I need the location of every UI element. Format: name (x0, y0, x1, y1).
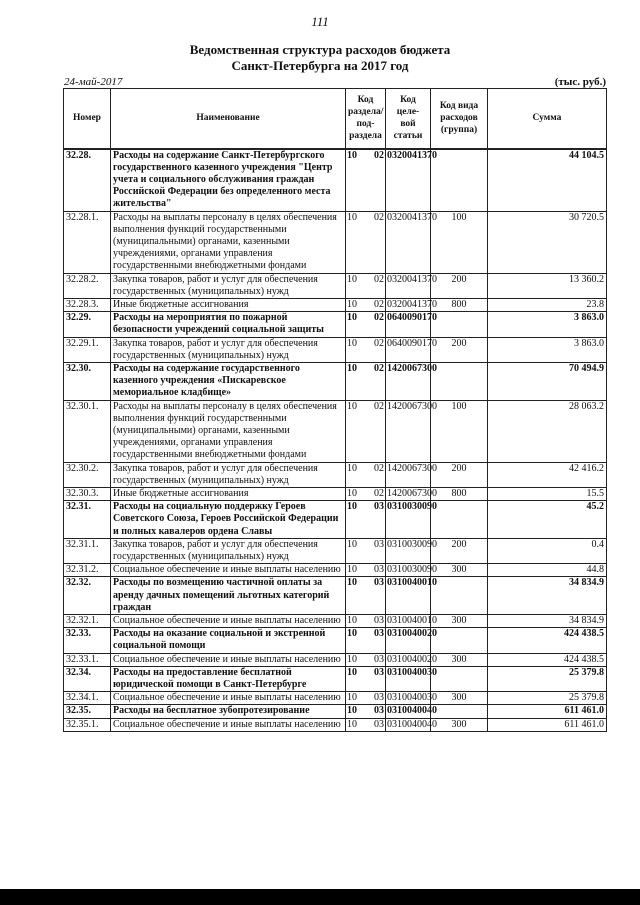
table-body (64, 149, 607, 732)
table-row (64, 564, 607, 577)
table-row (64, 538, 607, 563)
row-section-code (346, 337, 386, 362)
row-name: Расходы на содержание Санкт-Петербургского государственного казенного учреждения "Центр учета и социального обслуживания граждан Российской Федерации без определенного места жительства" (111, 149, 346, 212)
row-expense-type (431, 705, 488, 718)
row-subsection: 03 (374, 538, 384, 550)
row-name: Расходы на социальную поддержку Героев Советского Союза, Героев Российской Федерации и полных кавалеров ордена Славы (111, 501, 346, 539)
row-sum: 25 379.8 (488, 692, 607, 705)
row-section: 10 (347, 337, 357, 349)
row-sum: 25 379.8 (488, 666, 607, 691)
row-section-code (346, 705, 386, 718)
row-subsection: 03 (374, 692, 384, 704)
row-target-code: 0640090170 (386, 337, 431, 362)
row-sum: 424 438.5 (488, 653, 607, 666)
row-sum: 34 834.9 (488, 615, 607, 628)
header-number: Номер (64, 89, 111, 149)
row-number: 32.30. (64, 362, 111, 400)
row-target-code: 0640090170 (386, 312, 431, 337)
table-row (64, 211, 607, 273)
row-target-code: 1420067300 (386, 462, 431, 487)
row-target-code: 0310040010 (386, 577, 431, 615)
row-section-code (346, 577, 386, 615)
row-name: Расходы на выплаты персоналу в целях обеспечения выполнения функций государственными (муниципальными) органами, казенными учреждениями, органами управления государственными внебюджетными фондами (111, 400, 346, 462)
row-number: 32.34.1. (64, 692, 111, 705)
row-sum: 28 063.2 (488, 400, 607, 462)
row-number: 32.28.1. (64, 211, 111, 273)
row-subsection: 02 (374, 211, 384, 223)
row-number: 32.32.1. (64, 615, 111, 628)
row-subsection: 03 (374, 615, 384, 627)
row-expense-type (431, 149, 488, 212)
document-title (0, 42, 640, 74)
row-target-code: 0320041370 (387, 298, 437, 310)
row-subsection: 02 (374, 337, 384, 349)
row-section-code (346, 211, 386, 273)
row-subsection: 02 (374, 400, 384, 412)
header-expense-type: Код вида расходов (группа) (431, 89, 488, 149)
row-name: Закупка товаров, работ и услуг для обеспечения государственных (муниципальных) нужд (111, 538, 346, 563)
row-section-code (346, 653, 386, 666)
table-row (64, 666, 607, 691)
row-section-code (346, 298, 386, 311)
row-number: 32.33.1. (64, 653, 111, 666)
row-subsection: 02 (374, 273, 384, 285)
row-section: 10 (347, 705, 357, 717)
row-target-code: 0310040020 (387, 653, 437, 665)
row-subsection: 02 (374, 298, 384, 310)
row-name: Социальное обеспечение и иные выплаты населению (111, 615, 346, 628)
row-section: 10 (347, 615, 357, 627)
header-name: Наименование (111, 89, 346, 149)
row-section-code (346, 362, 386, 400)
row-sum: 45.2 (488, 501, 607, 539)
row-number: 32.33. (64, 628, 111, 653)
row-section: 10 (347, 564, 357, 576)
row-section: 10 (347, 653, 357, 665)
row-expense-type: 200 (431, 538, 488, 563)
row-section-code (346, 487, 386, 500)
row-subsection: 02 (374, 149, 384, 161)
row-sum: 23.8 (488, 298, 607, 311)
row-section-code (346, 273, 386, 298)
row-name: Социальное обеспечение и иные выплаты населению (111, 653, 346, 666)
table-row (64, 577, 607, 615)
row-sum: 3 863.0 (488, 337, 607, 362)
row-expense-type: 300 (431, 615, 488, 628)
row-expense-type: 200 (431, 337, 488, 362)
row-target-code: 0320041370 (386, 273, 431, 298)
row-name: Расходы на выплаты персоналу в целях обеспечения выполнения функций государственными (муниципальными) органами, казенными учреждениями, органами управления государственными внебюджетными фондами (111, 211, 346, 273)
row-number: 32.32. (64, 577, 111, 615)
row-section: 10 (347, 298, 357, 310)
row-subsection: 03 (374, 501, 384, 513)
page-number: 111 (311, 14, 329, 29)
row-section: 10 (347, 501, 357, 513)
row-name: Расходы на оказание социальной и экстренной социальной помощи (111, 628, 346, 653)
row-section-code (346, 628, 386, 653)
row-subsection: 02 (374, 487, 384, 499)
row-number: 32.28.2. (64, 273, 111, 298)
row-expense-type: 200 (431, 273, 488, 298)
row-section: 10 (347, 362, 357, 374)
row-target-code: 0310040040 (387, 718, 437, 730)
row-sum: 424 438.5 (488, 628, 607, 653)
row-section: 10 (347, 487, 357, 499)
units-label: (тыс. руб.) (554, 76, 606, 88)
table-row (64, 400, 607, 462)
row-expense-type: 800 (431, 298, 488, 311)
row-expense-type (431, 666, 488, 691)
row-expense-type (431, 501, 488, 539)
row-section: 10 (347, 312, 357, 324)
row-section: 10 (347, 718, 357, 730)
row-subsection: 03 (374, 666, 384, 678)
row-number: 32.35.1. (64, 718, 111, 731)
row-expense-type: 300 (431, 718, 488, 731)
row-section-code (346, 462, 386, 487)
row-section: 10 (347, 692, 357, 704)
row-sum: 44 104.5 (488, 149, 607, 212)
row-sum: 70 494.9 (488, 362, 607, 400)
row-name: Иные бюджетные ассигнования (111, 487, 346, 500)
row-section-code (346, 312, 386, 337)
row-expense-type: 300 (431, 653, 488, 666)
row-sum: 0.4 (488, 538, 607, 563)
row-section-code (346, 400, 386, 462)
table-row (64, 462, 607, 487)
row-expense-type: 100 (431, 211, 488, 273)
row-subsection: 02 (374, 362, 384, 374)
row-name: Закупка товаров, работ и услуг для обеспечения государственных (муниципальных) нужд (111, 337, 346, 362)
row-number: 32.29.1. (64, 337, 111, 362)
table-row (64, 298, 607, 311)
row-name: Расходы на содержание государственного казенного учреждения «Пискаревское мемориальное кладбище» (111, 362, 346, 400)
row-target-code: 0310030090 (387, 564, 437, 576)
row-number: 32.28.3. (64, 298, 111, 311)
table-row (64, 615, 607, 628)
row-subsection: 03 (374, 628, 384, 640)
row-expense-type (431, 628, 488, 653)
row-name: Социальное обеспечение и иные выплаты населению (111, 692, 346, 705)
row-sum: 34 834.9 (488, 577, 607, 615)
row-name: Расходы на предоставление бесплатной юридической помощи в Санкт-Петербурге (111, 666, 346, 691)
row-sum: 44.8 (488, 564, 607, 577)
row-number: 32.31.1. (64, 538, 111, 563)
row-name: Закупка товаров, работ и услуг для обеспечения государственных (муниципальных) нужд (111, 273, 346, 298)
row-number: 32.30.1. (64, 400, 111, 462)
row-target-code: 0310040030 (387, 692, 437, 704)
row-expense-type: 800 (431, 487, 488, 500)
header-sum: Сумма (488, 89, 607, 149)
table-row (64, 705, 607, 718)
row-target-code: 1420067300 (386, 400, 431, 462)
row-sum: 13 360.2 (488, 273, 607, 298)
row-expense-type: 200 (431, 462, 488, 487)
row-section: 10 (347, 211, 357, 223)
row-target-code: 0310040010 (387, 615, 437, 627)
row-target-code: 0310030090 (386, 501, 431, 539)
row-section: 10 (347, 400, 357, 412)
row-section-code (346, 718, 386, 731)
row-section-code (346, 538, 386, 563)
budget-table (63, 88, 607, 732)
row-subsection: 03 (374, 718, 384, 730)
row-name: Расходы на мероприятия по пожарной безопасности учреждений социальной защиты (111, 312, 346, 337)
row-expense-type: 300 (431, 692, 488, 705)
row-expense-type (431, 312, 488, 337)
row-section-code (346, 692, 386, 705)
row-section-code (346, 149, 386, 212)
row-section-code (346, 564, 386, 577)
row-target-code: 1420067300 (387, 487, 437, 499)
row-sum: 42 416.2 (488, 462, 607, 487)
row-subsection: 02 (374, 312, 384, 324)
row-sum: 611 461.0 (488, 718, 607, 731)
header-target-code: Код целе- вой статьи (386, 89, 431, 149)
row-name: Закупка товаров, работ и услуг для обеспечения государственных (муниципальных) нужд (111, 462, 346, 487)
row-number: 32.31. (64, 501, 111, 539)
row-section: 10 (347, 628, 357, 640)
row-target-code: 0310040020 (386, 628, 431, 653)
title-line-1: Ведомственная структура расходов бюджета (189, 42, 451, 57)
row-sum: 15.5 (488, 487, 607, 500)
row-target-code: 0310030090 (386, 538, 431, 563)
table-row (64, 692, 607, 705)
row-target-code: 1420067300 (386, 362, 431, 400)
row-name: Расходы на бесплатное зубопротезирование (111, 705, 346, 718)
row-sum: 30 720.5 (488, 211, 607, 273)
row-section: 10 (347, 149, 357, 161)
table-row (64, 718, 607, 731)
row-expense-type (431, 362, 488, 400)
row-target-code: 0320041370 (386, 211, 431, 273)
row-number: 32.34. (64, 666, 111, 691)
row-subsection: 03 (374, 653, 384, 665)
row-number: 32.28. (64, 149, 111, 212)
row-sum: 3 863.0 (488, 312, 607, 337)
row-section: 10 (347, 577, 357, 589)
row-expense-type: 100 (431, 400, 488, 462)
row-section: 10 (347, 273, 357, 285)
table-row (64, 653, 607, 666)
row-target-code: 0310040040 (387, 705, 437, 717)
row-subsection: 03 (374, 705, 384, 717)
row-number: 32.31.2. (64, 564, 111, 577)
row-name: Расходы по возмещению частичной оплаты за аренду дачных помещений льготных категорий граждан (111, 577, 346, 615)
row-section: 10 (347, 462, 357, 474)
table-row (64, 628, 607, 653)
row-target-code: 0310040030 (386, 666, 431, 691)
row-name: Социальное обеспечение и иные выплаты населению (111, 564, 346, 577)
scan-edge (0, 889, 640, 905)
row-section-code (346, 666, 386, 691)
row-subsection: 02 (374, 462, 384, 474)
row-number: 32.35. (64, 705, 111, 718)
row-name: Иные бюджетные ассигнования (111, 298, 346, 311)
row-section: 10 (347, 538, 357, 550)
row-number: 32.30.2. (64, 462, 111, 487)
table-row (64, 149, 607, 212)
row-name: Социальное обеспечение и иные выплаты населению (111, 718, 346, 731)
table-row (64, 362, 607, 400)
table-row (64, 337, 607, 362)
document-date: 24-май-2017 (64, 76, 123, 88)
header-section-code: Код раздела/ под- раздела (346, 89, 386, 149)
table-row (64, 501, 607, 539)
row-sum: 611 461.0 (488, 705, 607, 718)
row-subsection: 03 (374, 577, 384, 589)
table-row (64, 487, 607, 500)
row-section: 10 (347, 666, 357, 678)
row-subsection: 03 (374, 564, 384, 576)
row-section-code (346, 615, 386, 628)
row-number: 32.29. (64, 312, 111, 337)
title-line-2: Санкт-Петербурга на 2017 год (231, 58, 409, 73)
row-number: 32.30.3. (64, 487, 111, 500)
row-expense-type: 300 (431, 564, 488, 577)
row-section-code (346, 501, 386, 539)
row-target-code: 0320041370 (386, 149, 431, 212)
row-expense-type (431, 577, 488, 615)
table-row (64, 273, 607, 298)
table-row (64, 312, 607, 337)
